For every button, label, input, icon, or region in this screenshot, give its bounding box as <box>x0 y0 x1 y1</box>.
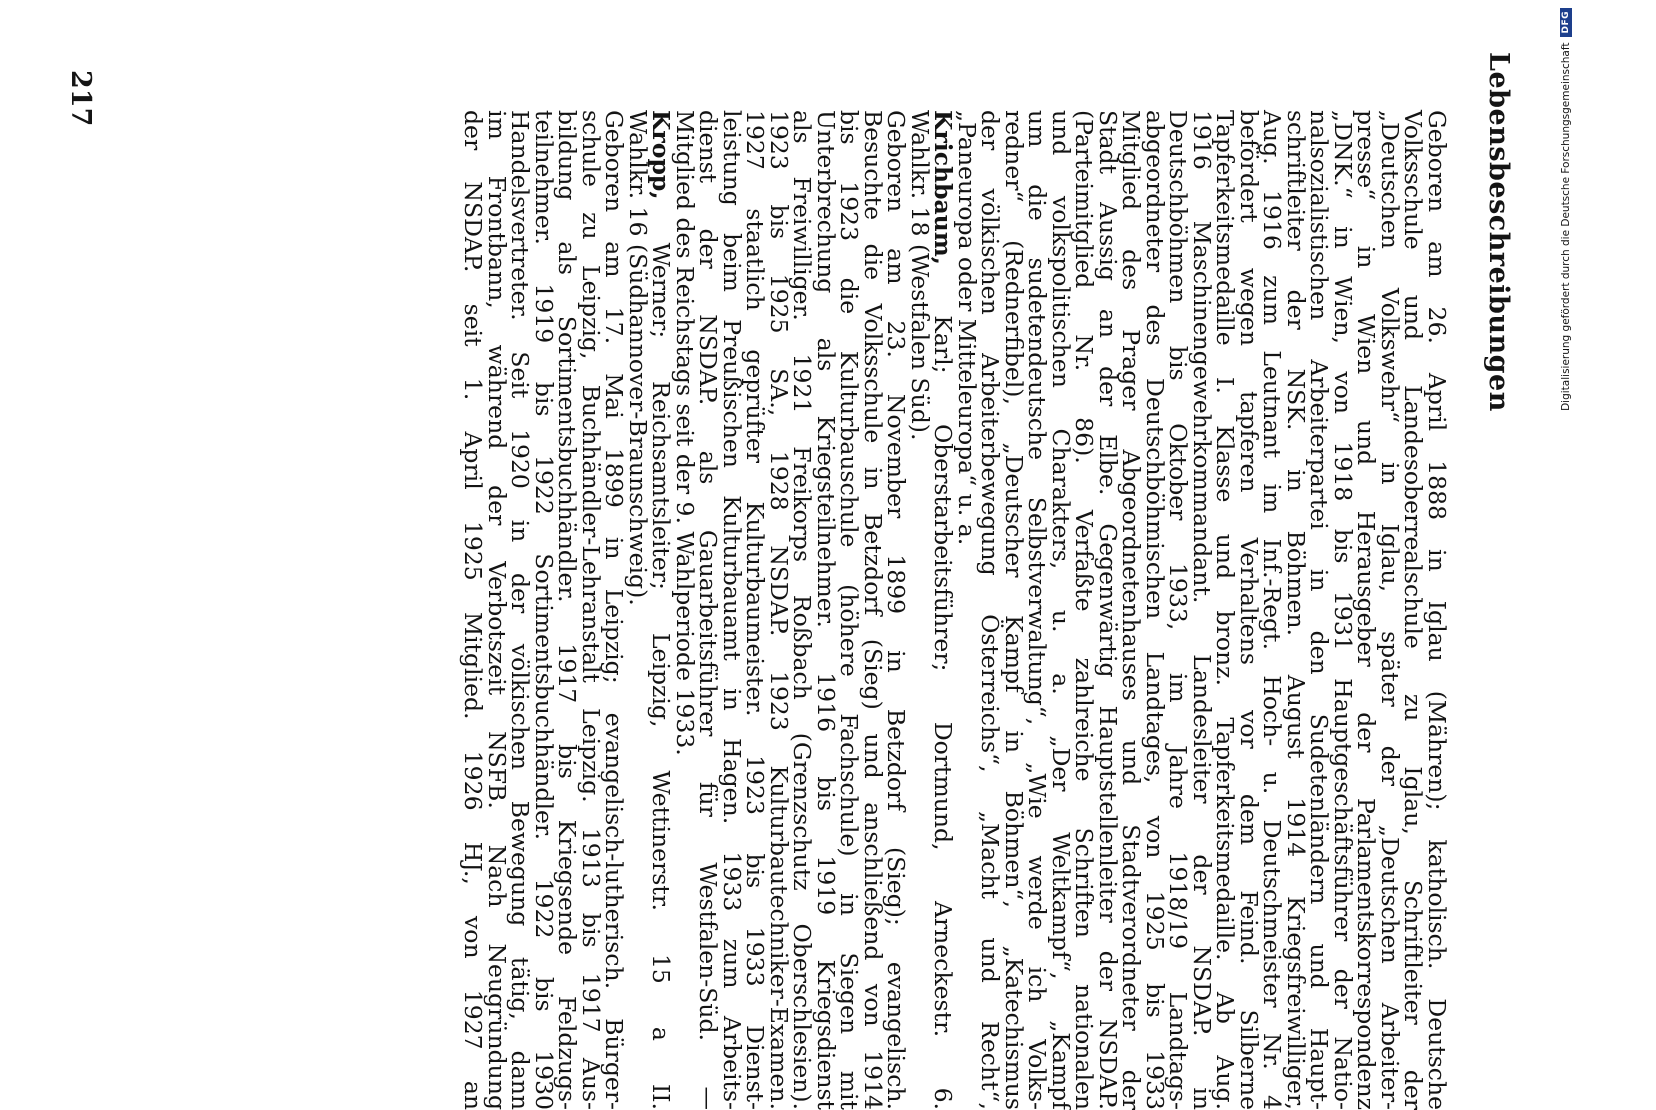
text-line: Tapferkeitsmedaille I. Klasse und bronz. Tapferkeitsmedaille. Ab Aug. <box>1211 110 1240 1110</box>
text-line: „Deutschen Volkswehr“ in Iglau, später der „Deutschen Arbeiter- <box>1376 110 1404 1110</box>
text-line: Volksschule und Landesoberrealschule zu Iglau, Schriftleiter der <box>1399 110 1428 1110</box>
text-line: „Paneuropa oder Mitteleuropa“ u. a. <box>953 110 981 546</box>
text-line: dienst der NSDAP. als Gauarbeitsführer für Westfalen-Süd. — <box>694 110 723 1110</box>
text-line: leistung beim Preußischen Kulturbauamt in Hagen. 1933 zum Arbeits- <box>718 110 746 1110</box>
text-line: teilnehmer. 1919 bis 1922 Sortimentsbuchhändler. 1922 bis 1930 <box>530 110 558 1110</box>
text-line: Stadt Aussig an der Elbe. Gegenwärtig Hauptstellenleiter der NSDAP. <box>1094 110 1122 1110</box>
entry-heading-line <box>647 110 676 1110</box>
text-line: bildung als Sortimentsbuchhändler. 1917 bis Kriegsende Feldzugs- <box>553 110 582 1110</box>
text-line: „DNK.“ in Wien, von 1918 bis 1931 Hauptgeschäftsführer der Natio- <box>1329 110 1357 1110</box>
text-line: um die sudetendeutsche Selbstverwaltung“, „Wie werde ich Volks- <box>1023 110 1052 1110</box>
text-line: Unterbrechung als Kriegsteilnehmer. 1916 bis 1919 Kriegsdienst <box>812 110 840 1110</box>
text-line: 1923 bis 1925 SA., 1928 NSDAP. 1923 Kulturbautechniker-Examen. <box>765 110 793 1110</box>
text-line: schule zu Leipzig, Buchhändler-Lehranstalt Leipzig. 1913 bis 1917 Aus- <box>577 110 605 1110</box>
document-body <box>459 110 1451 1110</box>
page-number: 217 <box>65 70 96 127</box>
text-line: 1927 staatlich geprüfter Kulturbaumeister. 1923 bis 1933 Dienst- <box>741 110 770 1110</box>
text-line: Geboren am 23. November 1899 in Betzdorf (Sieg); evangelisch. <box>882 110 911 1110</box>
text-line: Aug. 1916 zum Leutnant im Inf.-Regt. Hoch- u. Deutschmeister Nr. 4 <box>1258 110 1287 1110</box>
text-line: Mitglied des Prager Abgeordnetenhauses und Stadtverordneter der <box>1117 110 1146 1110</box>
text-line: und volkspolitischen Charakters, u. a. „Der Weltkampf“, „Kampf <box>1047 110 1075 1110</box>
entry-heading-rest: Werner; Reichsamtsleiter; Leipzig, Wettinerstr. 15 a II. <box>647 199 676 1110</box>
text-line: nalsozialistischen Arbeiterpartei in den Sudetenländern und Haupt- <box>1305 110 1334 1110</box>
text-line: 1916 Maschinengewehrkommandant. Landesleiter der NSDAP. in <box>1188 110 1216 1110</box>
text-line: Geboren am 26. April 1888 in Iglau (Mähren); katholisch. Deutsche <box>1423 110 1451 1110</box>
text-line: Wahlkr. 18 (Westfalen Süd). <box>906 110 934 441</box>
text-line: schriftleiter der NSK. in Böhmen. August 1914 Kriegsfreiwilliger, <box>1282 110 1310 1110</box>
entry-name: Kropp, <box>647 110 676 200</box>
page-header: Lebensbeschreibungen <box>1483 52 1514 412</box>
text-line: Mitglied des Reichstags seit der 9. Wahlperiode 1933. <box>671 110 699 756</box>
text-line: Deutschböhmen bis Oktober 1933, im Jahre 1918/19 Landtags- <box>1164 110 1193 1110</box>
text-line: der NSDAP. seit 1. April 1925 Mitglied. 1926 HJ., von 1927 an <box>459 110 488 1110</box>
text-line: Wahlkr. 16 (Südhannover-Braunschweig). <box>624 110 652 606</box>
digitization-credit <box>1555 8 1577 998</box>
text-line: bis 1923 die Kulturbauschule (höhere Fachschule) in Siegen mit <box>835 110 864 1110</box>
text-line: presse“ in Wien und Herausgeber der Parlamentskorrespondenz <box>1352 110 1381 1110</box>
credit-text: Digitalisierung gefördert durch die Deutsche Forschungsgemeinschaft <box>1560 42 1572 411</box>
dfg-logo: DFG <box>1560 8 1572 37</box>
entry-heading-rest: Karl; Oberstarbeitsführer; Dortmund, Arneckestr. 6. <box>929 264 958 1110</box>
text-line: Besuchte die Volksschule in Betzdorf (Sieg) und anschließend von 1914 <box>859 110 887 1110</box>
text-line: der völkischen Arbeiterbewegung Österreichs“, „Macht und Recht“, <box>976 110 1005 1110</box>
entry-heading-line <box>929 110 958 1110</box>
text-line: abgeordneter des Deutschböhmischen Landtages, von 1925 bis 1933 <box>1141 110 1169 1110</box>
text-line: als Freiwilliger. 1921 Freikorps Roßbach (Grenzschutz Oberschlesien). <box>788 110 817 1110</box>
text-line: Geboren am 17. Mai 1899 in Leipzig; evangelisch-lutherisch. Bürger- <box>600 110 629 1110</box>
entry-name: Krichbaum, <box>929 110 958 265</box>
text-line: befördert wegen tapferen Verhaltens vor dem Feind. Silberne <box>1235 110 1263 1110</box>
text-line: Handelsvertreter. Seit 1920 in der völkischen Bewegung tätig, dann <box>506 110 535 1110</box>
text-line: (Parteimitglied Nr. 86). Verfaßte zahlreiche Schriften nationalen <box>1070 110 1099 1110</box>
text-line: im Frontbann, während der Verbotszeit NSFB. Nach Neugründung <box>483 110 511 1110</box>
text-line: redner“ (Rednerfibel), „Deutscher Kampf in Böhmen“, „Katechismus <box>1000 110 1028 1110</box>
